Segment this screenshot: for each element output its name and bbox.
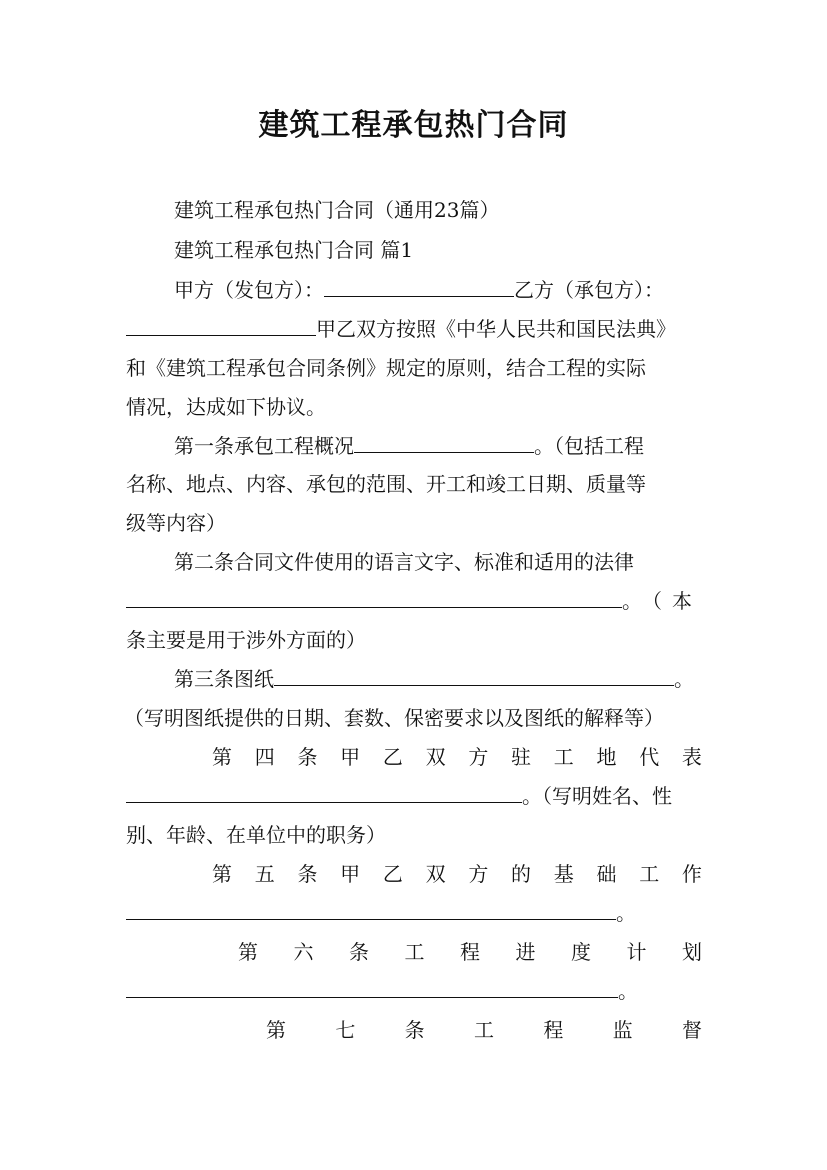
article-7-char: 工 [473, 1018, 494, 1042]
article-2-note-b: 条主要是用于涉外方面的） [126, 628, 366, 652]
article-1-label: 第一条承包工程概况 [174, 434, 354, 458]
article-4-char: 工 [553, 745, 574, 769]
article-7-char: 七 [335, 1018, 356, 1042]
parties-line [174, 276, 702, 304]
article-6-end: 。 [618, 979, 638, 1003]
article-4-char: 地 [596, 745, 617, 769]
article-5-char: 基 [553, 862, 574, 886]
article-6-char: 进 [515, 940, 536, 964]
intro-line-1 [126, 315, 702, 343]
article-7-char: 监 [612, 1018, 633, 1042]
article-6-char: 划 [682, 940, 702, 964]
article-3-line [174, 665, 702, 693]
article-3-blank [274, 665, 674, 686]
article-4-char: 条 [297, 745, 318, 769]
document-title: 建筑工程承包热门合同 [258, 108, 569, 143]
article-7-char: 第 [266, 1018, 286, 1042]
article-5-char: 双 [425, 862, 446, 886]
article-2-note-a: 。（本 [622, 589, 702, 613]
article-3-label: 第三条图纸 [174, 667, 274, 691]
article-3-note: （写明图纸提供的日期、套数、保密要求以及图纸的解释等） [124, 706, 664, 730]
article-2-line: 第二条合同文件使用的语言文字、标准和适用的法律 [174, 550, 634, 574]
article-1-note-c: 级等内容） [126, 511, 226, 535]
article-5-char: 方 [468, 862, 489, 886]
article-5-char: 甲 [340, 862, 361, 886]
party-b-label: 乙方（承包方）： [514, 278, 664, 302]
article-6-char: 条 [349, 940, 369, 964]
article-7-char: 督 [681, 1018, 702, 1042]
article-7-line [266, 1016, 702, 1044]
article-4-char: 方 [468, 745, 489, 769]
article-4-char: 代 [639, 745, 660, 769]
section-heading: 建筑工程承包热门合同 篇1 [174, 238, 414, 262]
article-5-char: 条 [297, 862, 318, 886]
article-4-char: 甲 [340, 745, 361, 769]
article-5-char: 的 [511, 862, 532, 886]
article-4-blank [126, 782, 522, 803]
article-5-char: 乙 [382, 862, 403, 886]
article-2-blank-line [126, 587, 702, 615]
article-7-char: 程 [543, 1018, 564, 1042]
article-4-char: 第 [212, 745, 232, 769]
party-a-label: 甲方（发包方）： [174, 278, 324, 302]
article-6-char: 度 [571, 940, 591, 964]
document-subtitle: 建筑工程承包热门合同（通用23篇） [174, 198, 500, 222]
article-5-char: 础 [596, 862, 617, 886]
article-6-char: 计 [626, 940, 647, 964]
article-4-note-a: 。（写明姓名、性 [522, 784, 672, 808]
article-4-char: 乙 [382, 745, 403, 769]
article-3-end: 。 [674, 667, 694, 691]
party-a-blank [324, 276, 514, 297]
article-1-line [174, 432, 702, 460]
article-4-char: 双 [425, 745, 446, 769]
article-5-char: 五 [254, 862, 275, 886]
article-4-blank-line [126, 782, 702, 810]
article-6-char: 程 [460, 940, 480, 964]
article-7-char: 条 [404, 1018, 425, 1042]
party-b-blank [126, 315, 316, 336]
article-5-char: 第 [212, 862, 232, 886]
article-4-char: 四 [254, 745, 275, 769]
article-5-char: 工 [639, 862, 660, 886]
article-2-blank [126, 587, 622, 608]
article-6-line [238, 938, 702, 966]
article-5-end: 。 [616, 901, 636, 925]
article-4-note-b: 别、年龄、在单位中的职务） [126, 823, 386, 847]
article-1-note-b: 名称、地点、内容、承包的范围、开工和竣工日期、质量等 [126, 472, 646, 496]
article-6-char: 第 [238, 940, 258, 964]
article-5-line [212, 860, 702, 888]
intro-line-2: 和《建筑工程承包合同条例》规定的原则，结合工程的实际 [126, 356, 646, 380]
article-6-blank [126, 977, 618, 998]
article-5-char: 作 [681, 862, 702, 886]
article-6-char: 工 [404, 940, 425, 964]
article-5-blank [126, 899, 616, 920]
article-4-char: 驻 [511, 745, 532, 769]
article-1-note-a: 。（包括工程 [534, 434, 644, 458]
article-5-blank-line [126, 899, 702, 927]
article-6-blank-line [126, 977, 702, 1005]
article-4-char: 表 [681, 745, 702, 769]
intro-text-1: 甲乙双方按照《中华人民共和国民法典》 [316, 317, 676, 341]
article-4-line [212, 743, 702, 771]
article-1-blank [354, 432, 534, 453]
article-6-char: 六 [293, 940, 314, 964]
intro-line-3: 情况，达成如下协议。 [126, 395, 326, 419]
